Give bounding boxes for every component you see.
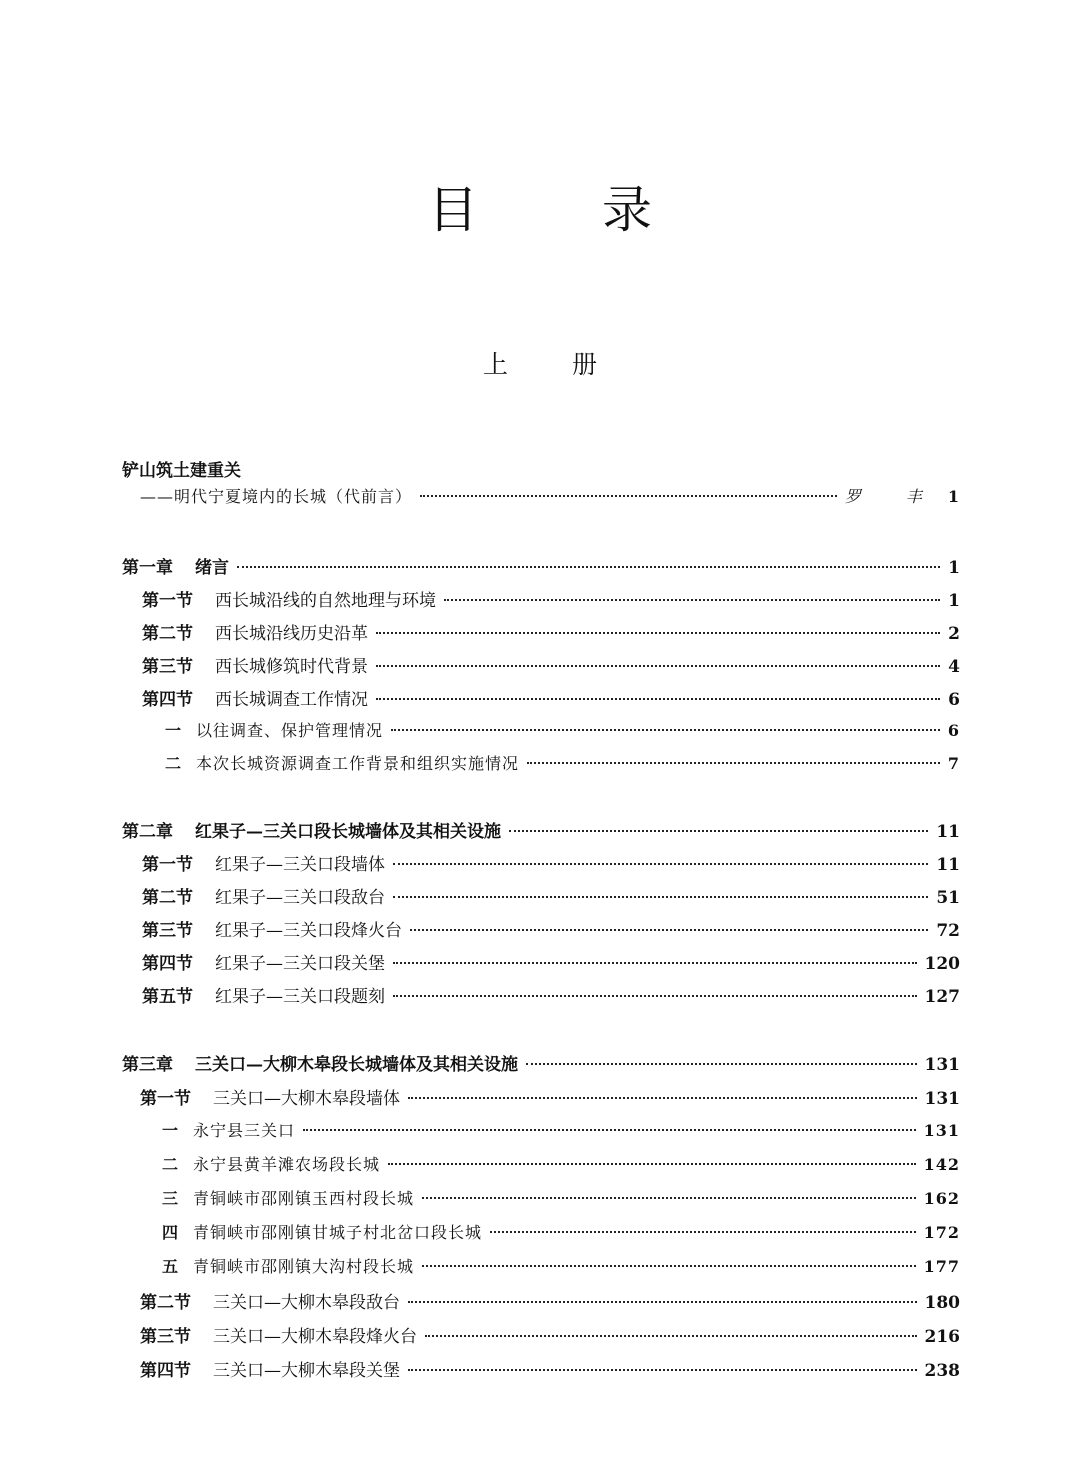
page-number: 1 (948, 558, 960, 578)
toc-chapter-3[interactable] (122, 1050, 960, 1078)
page-number: 72 (936, 921, 960, 941)
section-title: 三关口—大柳木皋段关堡 (213, 1361, 400, 1381)
section-title: 西长城修筑时代背景 (215, 657, 368, 677)
chapter-title: 红果子—三关口段长城墙体及其相关设施 (195, 822, 501, 842)
subsection-title: 以往调查、保护管理情况 (196, 721, 384, 740)
toc-subsection[interactable] (165, 751, 960, 779)
subsection-number: 二 (162, 1155, 180, 1174)
section-title: 红果子—三关口段关堡 (215, 954, 385, 974)
page-number: 11 (936, 855, 960, 875)
toc-section[interactable] (142, 916, 960, 944)
page-number: 7 (947, 754, 960, 773)
toc-section[interactable] (142, 619, 960, 647)
section-number: 第三节 (140, 1327, 191, 1347)
section-number: 第四节 (142, 690, 193, 710)
page-number: 180 (924, 1293, 960, 1313)
section-number: 第五节 (142, 987, 193, 1007)
subsection-title: 本次长城资源调查工作背景和组织实施情况 (196, 754, 520, 773)
subsection-title: 青铜峡市邵刚镇甘城子村北岔口段长城 (193, 1223, 483, 1242)
section-number: 第四节 (142, 954, 193, 974)
toc-subsection[interactable] (165, 718, 960, 746)
toc-subsection[interactable] (162, 1254, 960, 1282)
leader-dots (408, 1097, 917, 1099)
page-number: 120 (924, 954, 960, 974)
subsection-number: 二 (165, 754, 183, 773)
subsection-number: 一 (165, 721, 183, 740)
toc-section[interactable] (140, 1356, 960, 1384)
page-number: 131 (924, 1089, 960, 1109)
toc-subsection[interactable] (162, 1152, 960, 1180)
toc-section[interactable] (140, 1322, 960, 1350)
page-title: 目 录 (428, 181, 706, 239)
section-title: 红果子—三关口段墙体 (215, 855, 385, 875)
page-number: 162 (923, 1189, 960, 1208)
leader-dots (376, 665, 940, 667)
subsection-title: 青铜峡市邵刚镇大沟村段长城 (193, 1257, 415, 1276)
section-number: 第一节 (140, 1089, 191, 1109)
section-title: 三关口—大柳木皋段烽火台 (213, 1327, 417, 1347)
page-number: 2 (948, 624, 960, 644)
toc-section[interactable] (142, 850, 960, 878)
toc-section[interactable] (142, 685, 960, 713)
leader-dots (422, 1265, 916, 1267)
leader-dots (420, 495, 837, 497)
leader-dots (490, 1231, 916, 1233)
page-number: 1 (947, 487, 960, 506)
toc-section[interactable] (142, 982, 960, 1010)
section-number: 第二节 (142, 888, 193, 908)
leader-dots (376, 632, 940, 634)
page-number: 51 (936, 888, 960, 908)
leader-dots (237, 566, 940, 568)
preface-heading: 铲山筑土建重关 (122, 461, 241, 481)
subsection-number: 四 (162, 1223, 180, 1242)
toc-chapter-2[interactable] (122, 817, 960, 845)
page-number: 6 (947, 721, 960, 740)
leader-dots (393, 962, 917, 964)
page-number: 11 (936, 822, 960, 842)
toc-section[interactable] (142, 586, 960, 614)
section-number: 第四节 (140, 1361, 191, 1381)
toc-section[interactable] (142, 652, 960, 680)
section-title: 西长城沿线历史沿革 (215, 624, 368, 644)
leader-dots (388, 1163, 916, 1165)
leader-dots (393, 863, 928, 865)
chapter-number: 第三章 (122, 1055, 173, 1075)
page-number: 177 (923, 1257, 960, 1276)
section-title: 红果子—三关口段烽火台 (215, 921, 402, 941)
section-title: 西长城调查工作情况 (215, 690, 368, 710)
leader-dots (376, 698, 940, 700)
toc-section[interactable] (142, 949, 960, 977)
chapter-title: 绪言 (195, 558, 229, 578)
page-number: 172 (923, 1223, 960, 1242)
chapter-number: 第一章 (122, 558, 173, 578)
preface-subtitle: ——明代宁夏境内的长城（代前言） (140, 487, 413, 506)
chapter-title: 三关口—大柳木皋段长城墙体及其相关设施 (195, 1055, 518, 1075)
leader-dots (408, 1369, 917, 1371)
preface-author: 罗 丰 (844, 487, 942, 506)
subsection-number: 三 (162, 1189, 180, 1208)
section-number: 第三节 (142, 921, 193, 941)
page-number: 131 (924, 1055, 960, 1075)
toc-section[interactable] (140, 1084, 960, 1112)
page-number: 6 (948, 690, 960, 710)
section-title: 三关口—大柳木皋段墙体 (213, 1089, 400, 1109)
leader-dots (408, 1301, 917, 1303)
page-number: 216 (924, 1327, 960, 1347)
leader-dots (391, 729, 940, 731)
section-number: 第一节 (142, 855, 193, 875)
page-number: 1 (948, 591, 960, 611)
section-number: 第二节 (142, 624, 193, 644)
toc-subsection[interactable] (162, 1186, 960, 1214)
toc-section[interactable] (140, 1288, 960, 1316)
subsection-title: 永宁县三关口 (193, 1121, 296, 1140)
section-number: 第二节 (140, 1293, 191, 1313)
page-number: 142 (923, 1155, 960, 1174)
leader-dots (393, 995, 917, 997)
toc-section[interactable] (142, 883, 960, 911)
subsection-title: 青铜峡市邵刚镇玉西村段长城 (193, 1189, 415, 1208)
section-title: 红果子—三关口段题刻 (215, 987, 385, 1007)
section-number: 第三节 (142, 657, 193, 677)
section-number: 第一节 (142, 591, 193, 611)
toc-subsection[interactable] (162, 1220, 960, 1248)
leader-dots (509, 830, 928, 832)
section-title: 三关口—大柳木皋段敌台 (213, 1293, 400, 1313)
toc-subsection[interactable] (162, 1118, 960, 1146)
leader-dots (422, 1197, 916, 1199)
section-title: 红果子—三关口段敌台 (215, 888, 385, 908)
leader-dots (526, 1063, 917, 1065)
section-title: 西长城沿线的自然地理与环境 (215, 591, 436, 611)
page-number: 4 (948, 657, 960, 677)
subsection-title: 永宁县黄羊滩农场段长城 (193, 1155, 381, 1174)
leader-dots (303, 1129, 916, 1131)
leader-dots (393, 896, 928, 898)
subsection-number: 五 (162, 1257, 180, 1276)
preface-entry[interactable] (140, 484, 960, 512)
leader-dots (425, 1335, 917, 1337)
leader-dots (444, 599, 940, 601)
volume-heading: 上 册 (483, 350, 625, 379)
leader-dots (527, 762, 940, 764)
page-number: 238 (924, 1361, 960, 1381)
page-number: 131 (923, 1121, 960, 1140)
chapter-number: 第二章 (122, 822, 173, 842)
leader-dots (410, 929, 928, 931)
toc-chapter-1[interactable] (122, 553, 960, 581)
subsection-number: 一 (162, 1121, 180, 1140)
page-number: 127 (924, 987, 960, 1007)
